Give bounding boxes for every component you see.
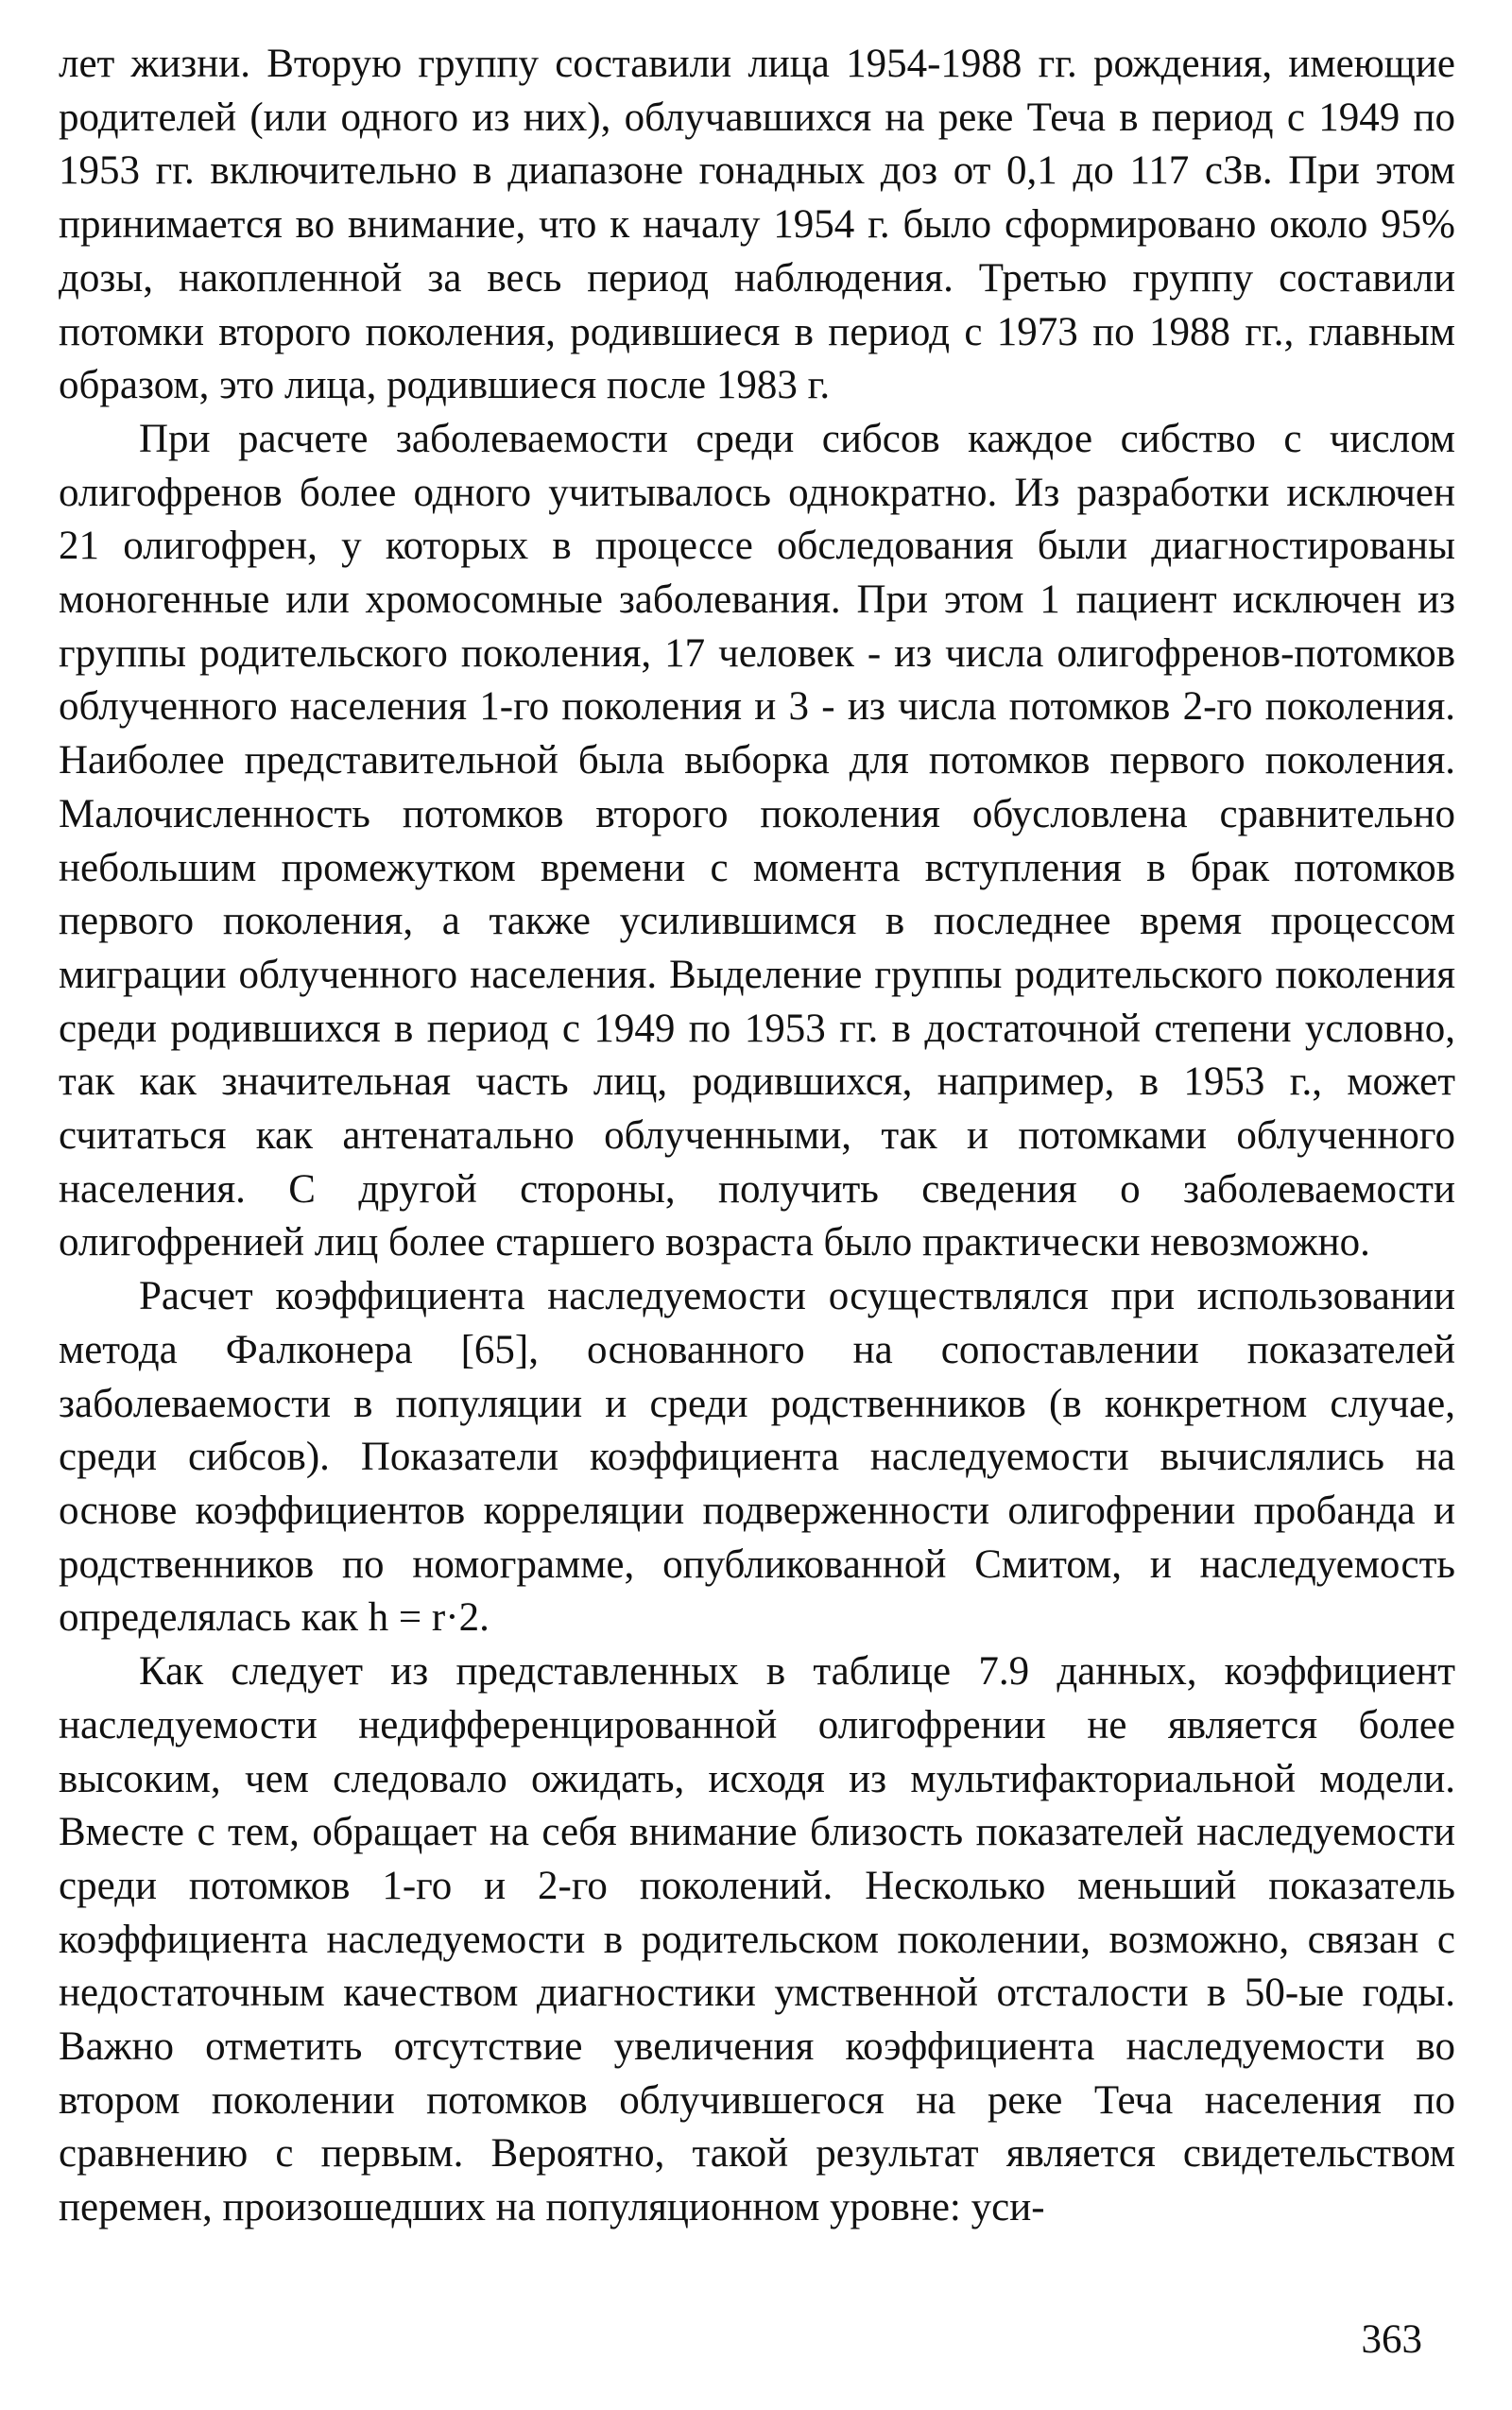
paragraph-1: лет жизни. Вторую группу составили лица 1954-1988 гг. рождения, имеющие родителей (или одного из них), облучавшихся на реке Теча в период с 1949 по 1953 гг. включительно в диапазоне гонадных доз от 0,1 до 117 сЗв. При этом принимается во внимание, что к началу 1954 г. было сформировано около 95% дозы, накопленной за весь период наблюдения. Третью группу составили потомки второго поколения, родившиеся в период с 1973 по 1988 гг., главным образом, это лица, родившиеся после 1983 г. bbox=[59, 42, 1455, 408]
page-number: 363 bbox=[1361, 2317, 1422, 2362]
paragraph-3: Расчет коэффициента наследуемости осуществлялся при использовании метода Фалконера [65], основанного на сопоставлении показателей заболеваемости в популяции и среди родственников (в конкретном случае, среди сибсов). Показатели коэффициента наследуемости вычислялись на основе коэффициентов корреляции подверженности олигофрении пробанда и родственников по номограмме, опубликованной Смитом, и наследуемость определялась как h = r·2. bbox=[59, 1274, 1455, 1641]
paragraph-2: При расчете заболеваемости среди сибсов каждое сибство с числом олигофренов более одного учитывалось однократно. Из разработки исключен 21 олигофрен, у которых в процессе обследования были диагностированы моногенные или хромосомные заболевания. При этом 1 пациент исключен из группы родительского поколения, 17 человек - из числа олигофренов-потомков облученного населения 1-го поколения и 3 - из числа потомков 2-го поколения. Наиболее представительной была выборка для потомков первого поколения. Малочисленность потомков второго поколения обусловлена сравнительно небольшим промежутком времени с момента вступления в брак потомков первого поколения, а также усилившимся в последнее время процессом миграции облученного населения. Выделение группы родительского поколения среди родившихся в период с 1949 по 1953 гг. в достаточной степени условно, так как значительная часть лиц, родившихся, например, в 1953 г., может считаться как антенатально облученными, так и потомками облученного населения. С другой стороны, получить сведения о заболеваемости олигофренией лиц более старшего возраста было практически невозможно. bbox=[59, 416, 1455, 1265]
paragraph-4: Как следует из представленных в таблице 7.9 данных, коэффициент наследуемости недифференцированной олигофрении не является более высоким, чем следовало ожидать, исходя из мультифакториальной модели. Вместе с тем, обращает на себя внимание близость показателей наследуемости среди потомков 1-го и 2-го поколений. Несколько меньший показатель коэффициента наследуемости в родительском поколении, возможно, связан с недостаточным качеством диагностики умственной отсталости в 50-ые годы. Важно отметить отсутствие увеличения коэффициента наследуемости во втором поколении потомков облучившегося на реке Теча населения по сравнению с первым. Вероятно, такой результат является свидетельством перемен, произошедших на популяционном уровне: уси- bbox=[59, 1649, 1455, 2230]
page-body bbox=[59, 38, 1455, 2235]
